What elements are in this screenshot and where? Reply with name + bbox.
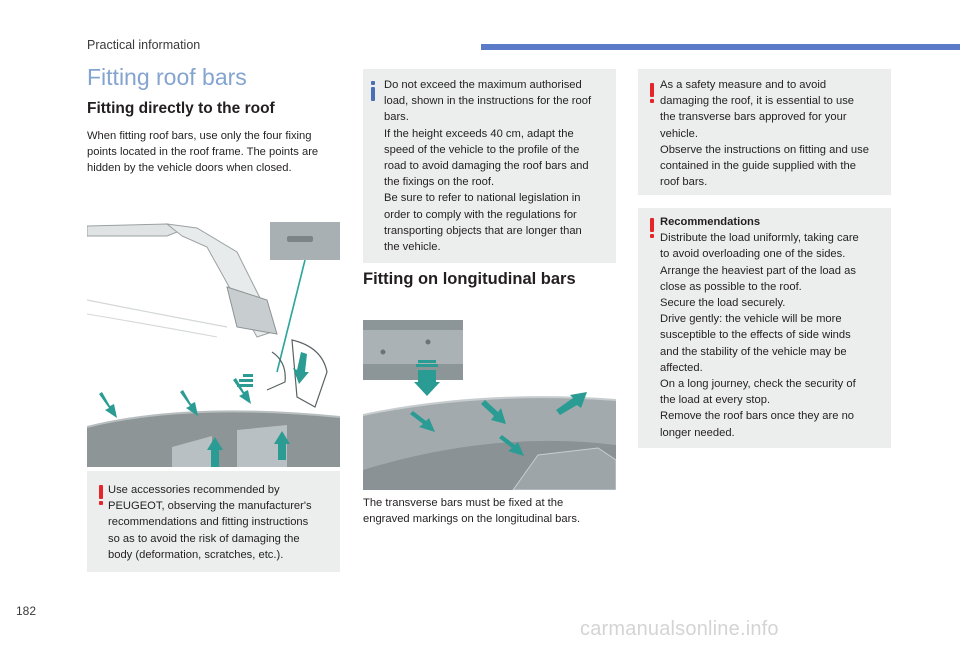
header-accent-bar [481,44,960,50]
page-number: 182 [16,604,37,618]
warning-exclamation-icon [650,83,654,103]
warning-box-approved-bars: As a safety measure and to avoid damaging the roof, it is essential to use the transverse bars approved for your vehicle. Observe the instructions on fitting and use contained in the guide supplied with the roof bars. [638,69,891,195]
warning-exclamation-icon [650,218,654,238]
warning-box-recommendations: Recommendations Distribute the load uniformly, taking care to avoid overloading one of the sides. Arrange the heaviest part of the load as close as possible to the roof. Secure the load securely. Drive gently: the vehicle will be more susceptible to the effects of side winds and the stability of the vehicle may be affected. On a long journey, check the security of the load at every stop. Remove the roof bars once they are no longer needed. [638,208,891,448]
section-label: Practical information [87,38,201,52]
warning-box-accessories: Use accessories recommended by PEUGEOT, observing the manufacturer's recommendations and fitting instructions so as to avoid the risk of damaging the body (deformation, scratches, etc.). [87,471,340,572]
heading-fitting-directly: Fitting directly to the roof [87,100,275,117]
warning-exclamation-icon [99,485,103,505]
info-box-max-load: Do not exceed the maximum authorised load, shown in the instructions for the roof bars. If the height exceeds 40 cm, adapt the speed of the vehicle to the profile of the road to avoid damaging the roof bars and the fixings on the roof. Be sure to refer to national legislation in order to comply with the regulations for transporting objects that are longer than the vehicle. [363,69,616,263]
illustration-longitudinal-bars [363,320,616,490]
watermark: carmanualsonline.info [580,618,779,640]
page-title: Fitting roof bars [87,64,247,90]
col1-intro-text: When fitting roof bars, use only the four fixing points located in the roof frame. The points are hidden by the vehicle doors when closed. [87,130,319,175]
longitudinal-bars-caption: The transverse bars must be fixed at the engraved markings on the longitudinal bars. [363,497,581,526]
heading-longitudinal-bars: Fitting on longitudinal bars [363,270,576,288]
info-icon [371,81,375,101]
illustration-roof-fixing-points [87,222,340,467]
